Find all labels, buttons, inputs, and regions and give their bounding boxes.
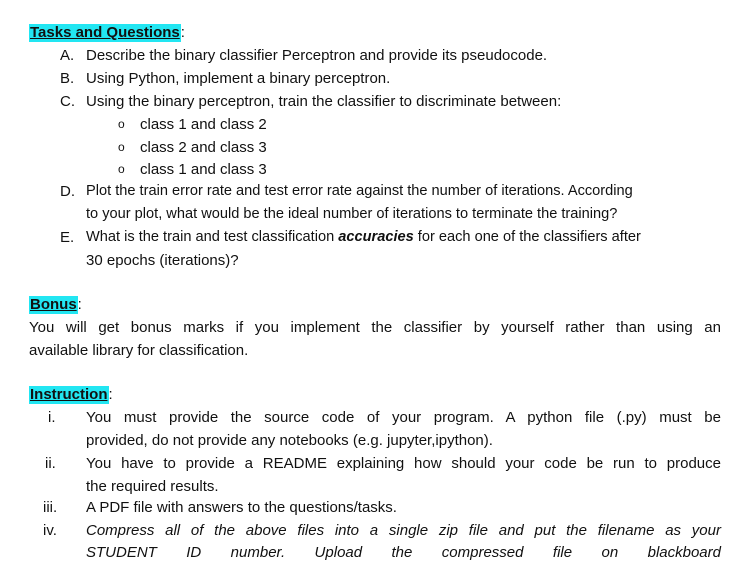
instruction-iii-line1: A PDF file with answers to the questions/tasks. (86, 499, 397, 516)
task-d-line2: to your plot, what would be the ideal number of iterations to terminate the training? (86, 206, 618, 222)
instruction-heading: Instruction (30, 386, 108, 403)
task-e-line1 (86, 228, 641, 247)
bonus-heading-row (29, 295, 82, 314)
task-b-letter: B. (60, 70, 75, 87)
task-a-text: Describe the binary classifier Perceptron and provide its pseudocode. (86, 47, 548, 64)
task-e-line2: 30 epochs (iterations)? (86, 252, 239, 269)
tasks-heading: Tasks and Questions (30, 24, 180, 41)
instruction-iv-line2: STUDENT ID number. Upload the compressed file on blackboard (86, 544, 721, 561)
subitem-2: class 2 and class 3 (140, 139, 267, 156)
bullet-icon: o (118, 117, 125, 131)
task-d-letter: D. (60, 183, 75, 200)
task-e-letter: E. (60, 229, 75, 246)
instruction-iv-line1: Compress all of the above files into a single zip file and put the filename as your (86, 522, 721, 539)
tasks-heading-row (29, 23, 185, 42)
task-e-emphasis: accuracies (338, 229, 414, 245)
task-e-text-post: for each one of the classifiers after (413, 229, 641, 245)
bonus-heading: Bonus (30, 296, 77, 313)
bullet-icon: o (118, 140, 125, 154)
instruction-i-line2: provided, do not provide any notebooks (e.g. jupyter,ipython). (86, 432, 493, 449)
task-c-text: Using the binary perceptron, train the classifier to discriminate between: (86, 93, 562, 110)
instruction-ii-line1: You have to provide a README explaining how should your code be run to produce (86, 455, 721, 472)
task-b-text: Using Python, implement a binary perceptron. (86, 70, 391, 87)
bullet-icon: o (118, 162, 125, 176)
subitem-1: class 1 and class 2 (140, 116, 267, 133)
instruction-ii-number: ii. (45, 455, 56, 472)
bonus-line1: You will get bonus marks if you implement the classifier by yourself rather than using an (29, 319, 721, 336)
tasks-heading-colon: : (180, 24, 185, 41)
instruction-i-number: i. (48, 409, 56, 426)
bonus-line2: available library for classification. (29, 342, 249, 359)
bonus-heading-colon: : (77, 296, 82, 313)
instruction-iii-number: iii. (43, 499, 58, 516)
subitem-3: class 1 and class 3 (140, 161, 267, 178)
instruction-heading-colon: : (108, 386, 113, 403)
task-a-letter: A. (60, 47, 75, 64)
task-c-letter: C. (60, 93, 75, 110)
task-d-line1: Plot the train error rate and test error rate against the number of iterations. According (86, 183, 633, 199)
instruction-heading-row (29, 385, 113, 404)
instruction-iv-number: iv. (43, 522, 57, 539)
task-e-text-pre: What is the train and test classification (86, 229, 339, 245)
instruction-i-line1: You must provide the source code of your program. A python file (.py) must be (86, 409, 721, 426)
instruction-ii-line2: the required results. (86, 478, 219, 495)
